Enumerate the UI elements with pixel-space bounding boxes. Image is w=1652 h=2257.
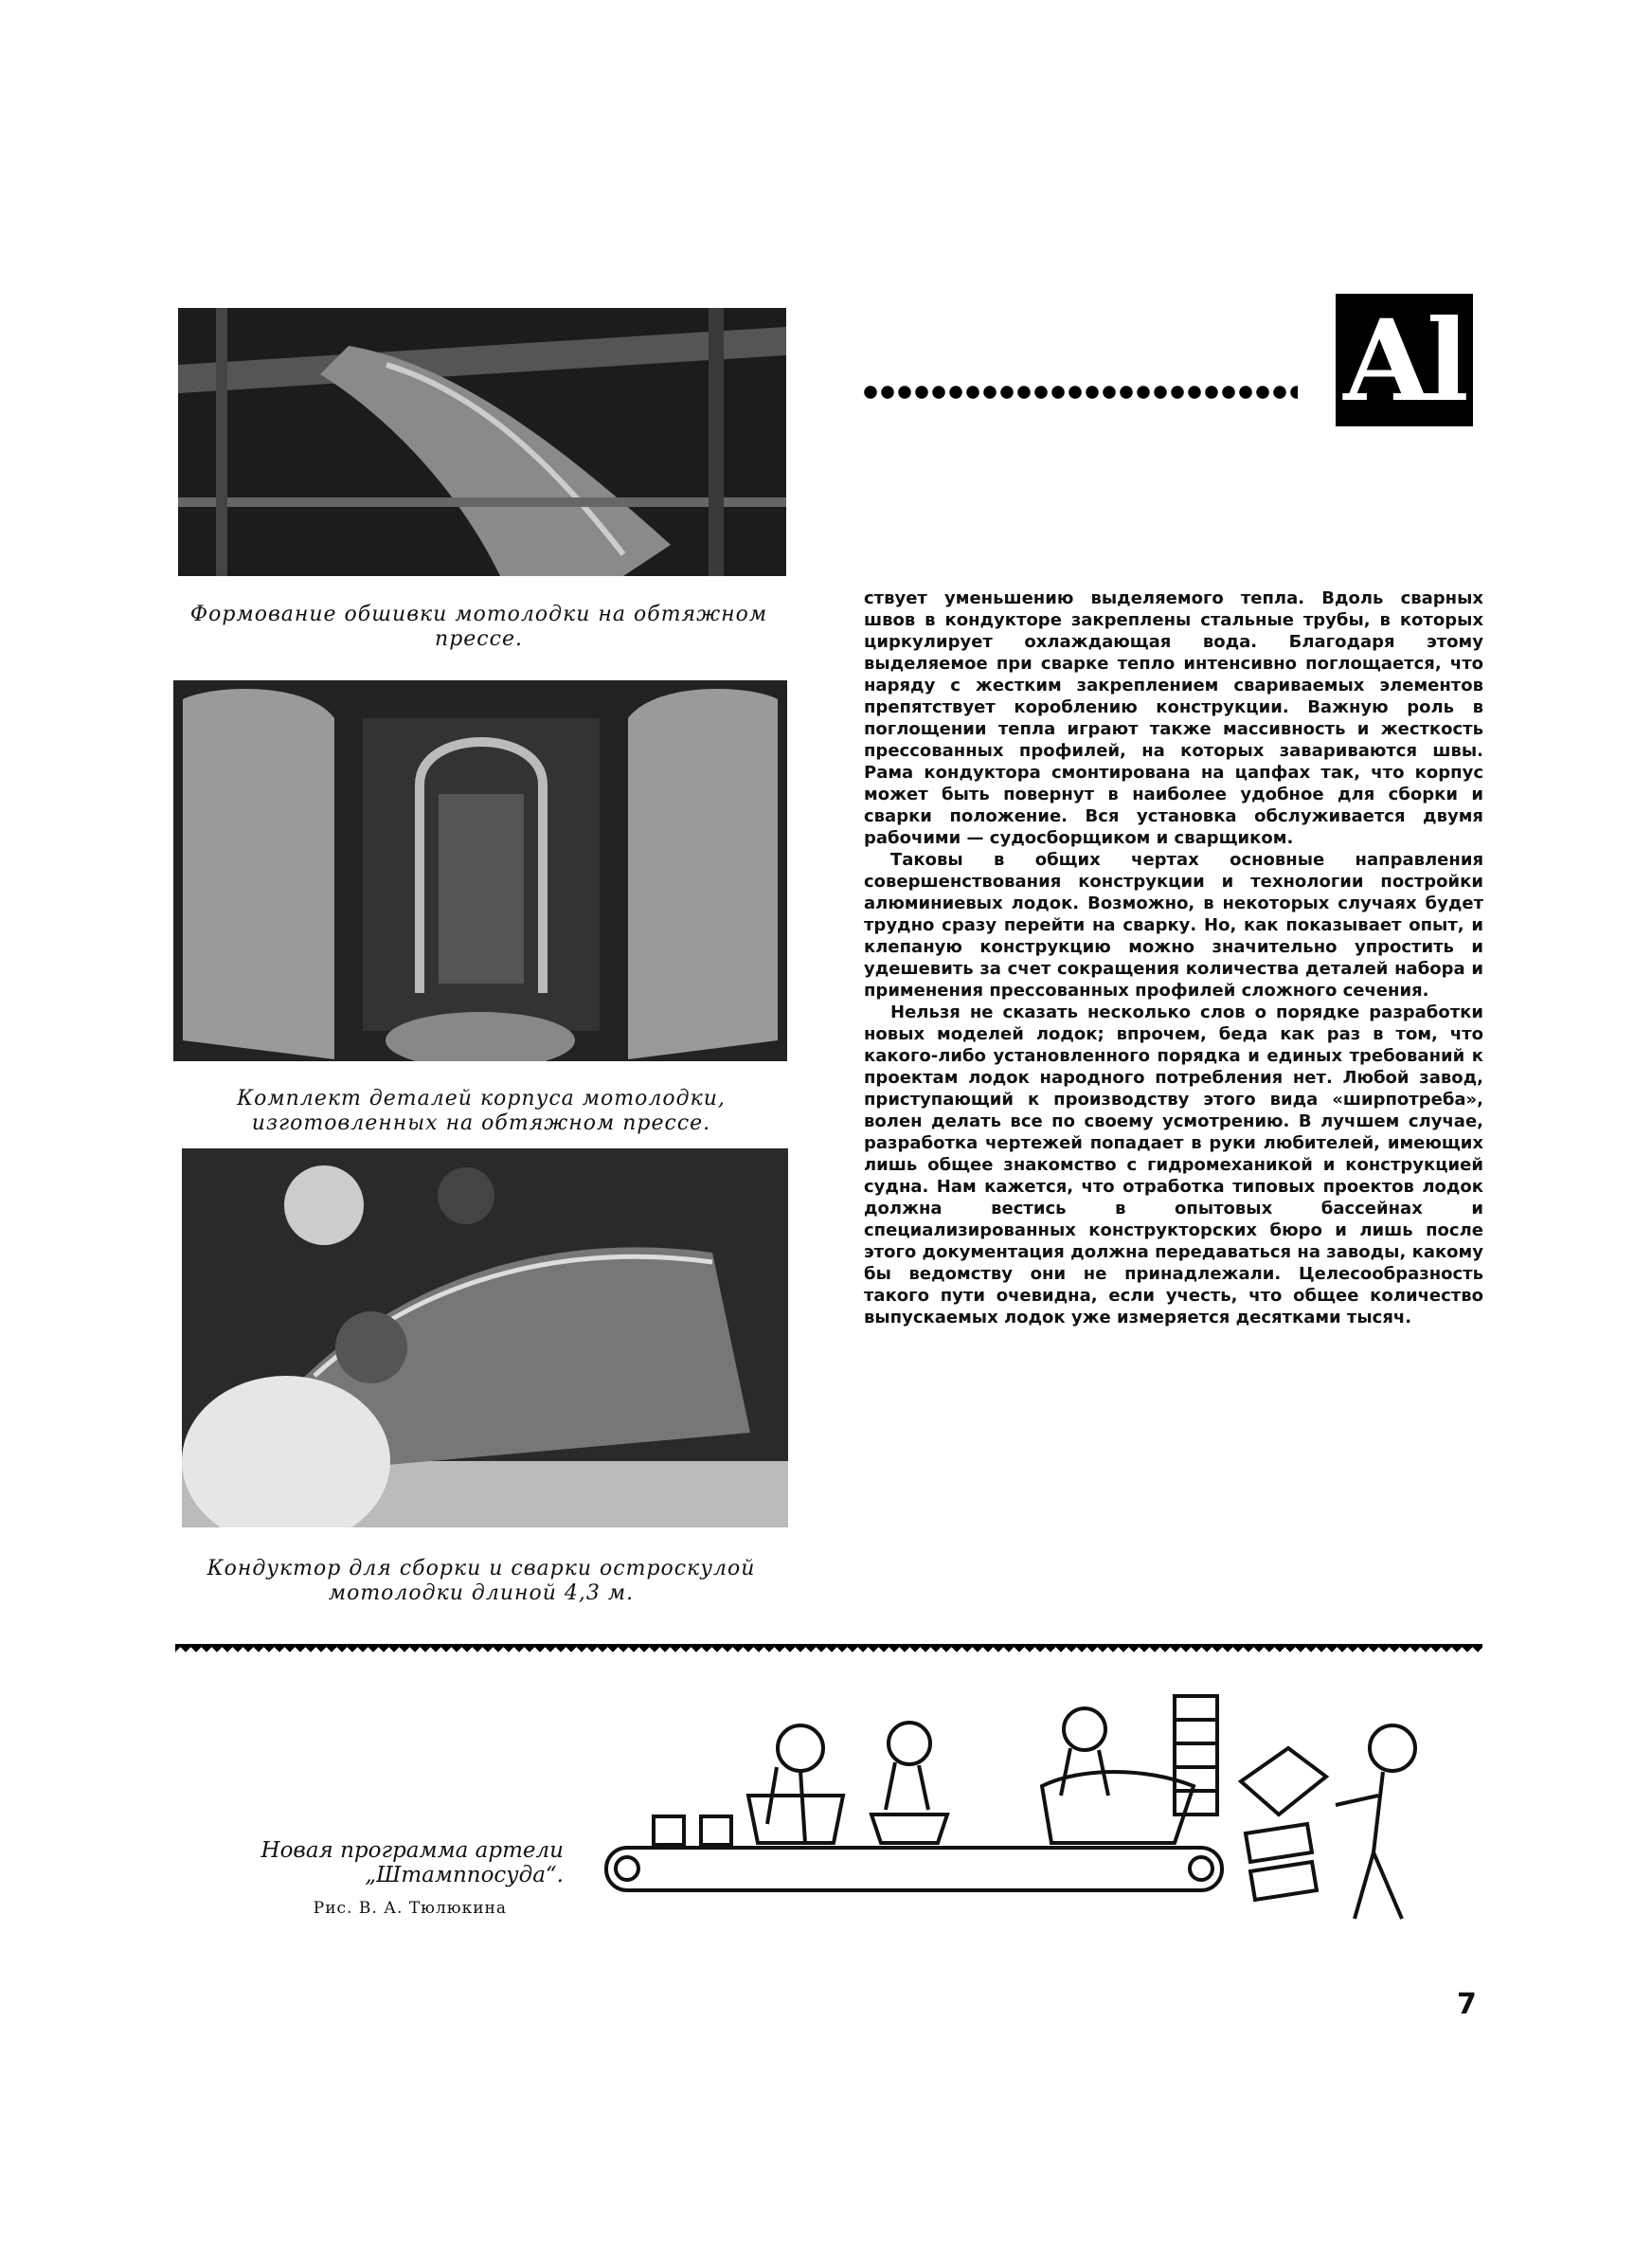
article-paragraph-1: ствует уменьшению выделяемого тепла. Вдоль сварных швов в кондукторе закреплены стальные трубы, в которых циркулирует охлаждающая вода. Благодаря этому выделяемое при сварке тепло интенсивно поглощается, что наряду с жестким закреплением свариваемых элементов препятствует короблению конструкции. Важную роль в поглощении тепла играют также массивность и жесткость прессованных профилей, на которых завариваются швы. Рама кондуктора смонтирована на цапфах так, что корпус может быть повернут в наиболее удобное для сборки и сварки положение. Вся установка обслуживается двумя рабочими — судосборщиком и сварщиком. (864, 588, 1483, 848)
cartoon-illustration (587, 1691, 1478, 1938)
photo3-caption: Кондуктор для сборки и сварки остроскулой мотолодки длиной 4,3 м. (206, 1557, 756, 1605)
cartoon-caption: Новая программа артели „Штамппосуда“. (260, 1838, 564, 1887)
dotted-rule (862, 382, 1298, 405)
article-paragraph-2: Таковы в общих чертах основные направления совершенствования конструкции и технологии постройки алюминиевых лодок. Возможно, в некоторых случаях будет трудно сразу перейти на сварку. Но, как показывает опыт, и клепаную конструкцию можно значительно упростить и удешевить за счет сокращения количества деталей набора и применения прессованных профилей сложного сечения. (864, 850, 1483, 1001)
photo-hull-parts (173, 680, 787, 1061)
page-number: 7 (1457, 1988, 1477, 2021)
photo-welding-jig (182, 1148, 788, 1527)
zigzag-divider (175, 1644, 1482, 1657)
article-paragraph-3: Нельзя не сказать несколько слов о порядке разработки новых моделей лодок; впрочем, беда как раз в том, что какого-либо установленного порядка и единых требований к проектам лодок народного потребления нет. Любой завод, приступающий к производству этого вида «ширпотреба», волен делать все по своему усмотрению. В лучшем случае, разработка чертежей попадает в руки любителей, имеющих лишь общее знакомство с гидромеханикой и конструкцией судна. Нам кажется, что отработка типовых проектов лодок должна вестись в опытовых бассейнах и специализированных конструкторских бюро и лишь после этого документация должна передаваться на заводы, какому бы ведомству они не принадлежали. Целесообразность такого пути очевидна, если учесть, что общее количество выпускаемых лодок уже измеряется десятками тысяч. (864, 1002, 1483, 1327)
article-text (864, 587, 1483, 1328)
photo-hull-forming (178, 308, 786, 576)
photo1-caption: Формование обшивки мотолодки на обтяжном прессе. (189, 603, 768, 651)
cartoon-credit: Рис. В. А. Тюлюкина (313, 1899, 507, 1918)
logo-al: Al (1336, 294, 1473, 426)
photo2-caption: Комплект деталей корпуса мотолодки, изготовленных на обтяжном прессе. (237, 1087, 726, 1135)
